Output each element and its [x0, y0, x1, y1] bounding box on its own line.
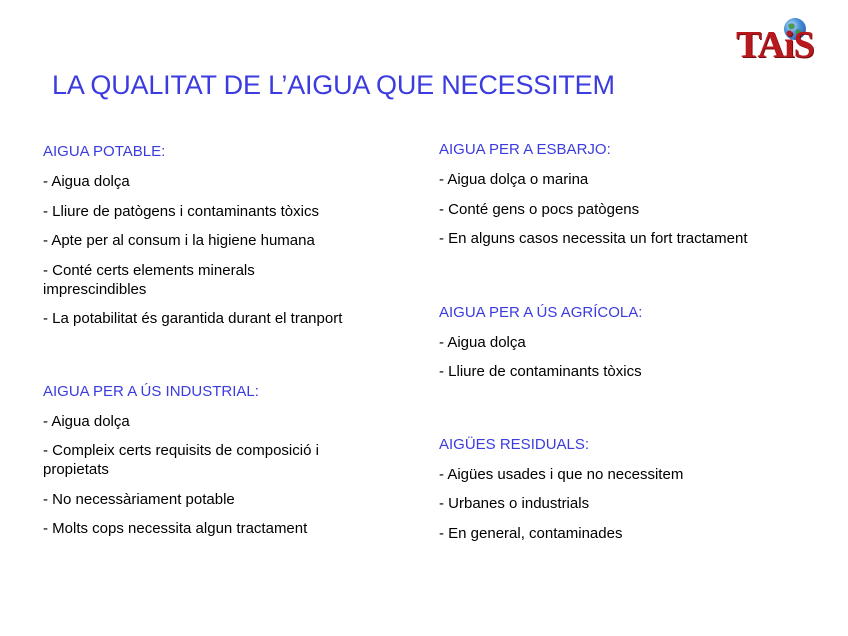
section-heading: AIGUA PER A ÚS INDUSTRIAL:	[43, 382, 259, 400]
section-heading: AIGÜES RESIDUALS:	[439, 435, 590, 453]
page-title: LA QUALITAT DE L’AIGUA QUE NECESSITEM	[52, 70, 615, 100]
section-heading: AIGUA PER A ÚS AGRÍCOLA:	[439, 303, 643, 321]
list-item: - Compleix certs requisits de composició i propietats	[43, 442, 319, 478]
list-item: - Aigua dolça o marina	[439, 171, 589, 188]
list-item: - Urbanes o industrials	[439, 495, 590, 512]
list-item: - Aigua dolça	[439, 333, 526, 351]
logo-text: TAiS	[736, 24, 814, 66]
tais-logo	[736, 18, 828, 66]
list-item: - Conté gens o pocs patògens	[439, 200, 640, 218]
list-item: - Aigües usades i que no necessitem	[439, 465, 684, 483]
right-column	[439, 140, 829, 553]
section-aigua-esbarjo	[439, 140, 829, 248]
section-aigua-industrial	[43, 382, 433, 539]
left-column	[43, 142, 433, 549]
section-heading: AIGUA POTABLE:	[43, 143, 166, 160]
list-item: - En alguns casos necessita un fort tractament	[439, 230, 748, 247]
section-aigua-agricola	[439, 303, 829, 382]
list-item: - Aigua dolça	[43, 173, 130, 190]
list-item: - La potabilitat és garantida durant el tranport	[43, 310, 343, 327]
list-item: - Conté certs elements minerals imprescindibles	[43, 261, 255, 298]
list-item: - Lliure de contaminants tòxics	[439, 363, 642, 380]
list-item: - Apte per al consum i la higiene humana	[43, 232, 315, 249]
list-item: - Aigua dolça	[43, 412, 130, 430]
section-aigua-potable	[43, 142, 433, 328]
section-aigues-residuals	[439, 435, 829, 543]
list-item: - En general, contaminades	[439, 524, 623, 542]
list-item: - No necessàriament potable	[43, 490, 235, 508]
section-heading: AIGUA PER A ESBARJO:	[439, 141, 611, 158]
list-item: - Lliure de patògens i contaminants tòxics	[43, 202, 319, 220]
list-item: - Molts cops necessita algun tractament	[43, 520, 308, 537]
